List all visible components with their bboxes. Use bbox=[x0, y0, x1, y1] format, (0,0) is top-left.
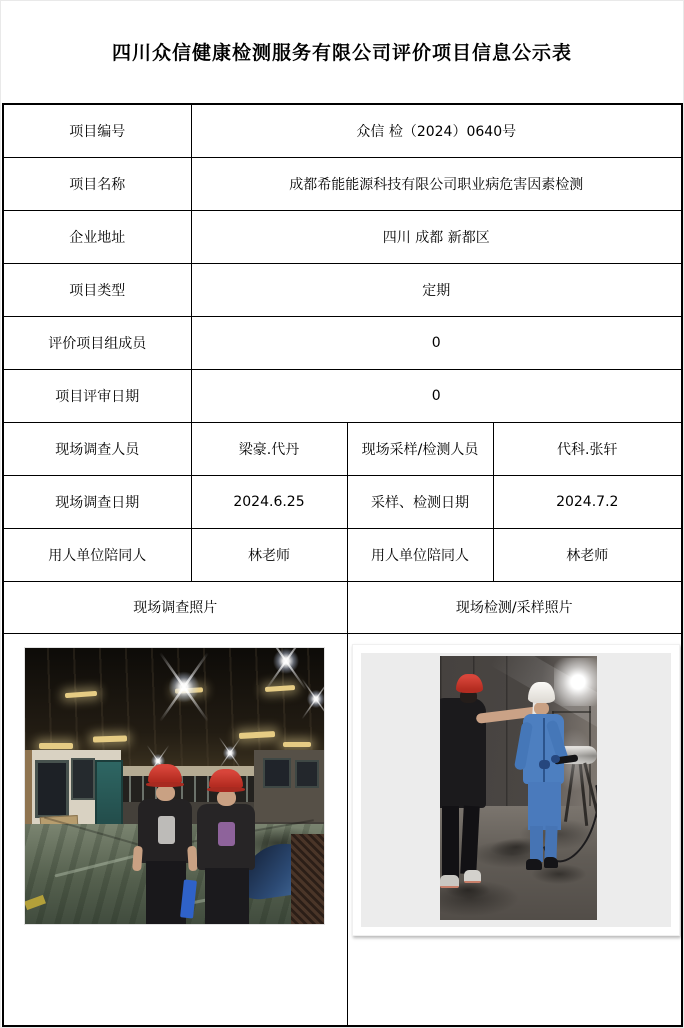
row-value: 四川 成都 新都区 bbox=[191, 210, 682, 263]
sampling-photo-cell bbox=[347, 633, 682, 1026]
project-info-table bbox=[2, 103, 683, 1027]
window bbox=[71, 758, 95, 800]
table-row bbox=[3, 422, 682, 475]
row-label: 用人单位陪同人 bbox=[3, 528, 191, 581]
work-light bbox=[554, 658, 597, 706]
observer-shoe bbox=[464, 870, 481, 883]
photo-matte bbox=[361, 653, 671, 927]
surveyor-2-pants bbox=[205, 868, 249, 924]
surveyor-1-face bbox=[156, 785, 175, 801]
table-row bbox=[3, 157, 682, 210]
worker-boot bbox=[526, 859, 542, 870]
row-value: 2024.7.2 bbox=[493, 475, 682, 528]
row-value: 2024.6.25 bbox=[191, 475, 347, 528]
survey-photo-cell bbox=[3, 633, 347, 1026]
row-label: 项目编号 bbox=[3, 104, 191, 157]
light-flare bbox=[273, 648, 299, 674]
worker-glove bbox=[551, 755, 560, 763]
window bbox=[35, 760, 69, 818]
worker-pants bbox=[528, 782, 561, 830]
row-label: 现场调查日期 bbox=[3, 475, 191, 528]
light-flare bbox=[223, 745, 237, 759]
worker-face bbox=[534, 702, 549, 715]
surveyor-2-hardhat-brim bbox=[207, 787, 245, 792]
surveyor-1-arm bbox=[132, 845, 143, 871]
photo-row bbox=[3, 633, 682, 1026]
ceiling-light bbox=[239, 731, 275, 739]
row-value: 众信 检（2024）0640号 bbox=[191, 104, 682, 157]
worker-leg bbox=[530, 826, 543, 862]
row-label: 评价项目组成员 bbox=[3, 316, 191, 369]
woven-basket bbox=[291, 834, 324, 924]
row-label: 现场调查人员 bbox=[3, 422, 191, 475]
coverall-zipper bbox=[543, 718, 545, 782]
row-label: 项目类型 bbox=[3, 263, 191, 316]
table-row bbox=[3, 263, 682, 316]
row-label: 采样、检测日期 bbox=[347, 475, 493, 528]
observer-leg bbox=[460, 805, 480, 874]
row-value: 定期 bbox=[191, 263, 682, 316]
row-value: 林老师 bbox=[493, 528, 682, 581]
row-label: 项目评审日期 bbox=[3, 369, 191, 422]
frame-rod bbox=[552, 711, 591, 713]
sampling-photo-frame bbox=[352, 644, 680, 936]
table-row bbox=[3, 475, 682, 528]
worker-glove bbox=[539, 760, 550, 769]
sampling-photo bbox=[440, 656, 597, 920]
ceiling-light bbox=[39, 743, 73, 749]
table-row bbox=[3, 528, 682, 581]
table-row bbox=[3, 210, 682, 263]
ceiling-light bbox=[93, 735, 127, 742]
row-label: 现场采样/检测人员 bbox=[347, 422, 493, 475]
observer-hardhat bbox=[456, 674, 483, 693]
photo-header-row bbox=[3, 581, 682, 633]
light-flare bbox=[168, 671, 199, 702]
survey-photo bbox=[24, 647, 325, 925]
observer-leg bbox=[442, 806, 459, 878]
observer-shoe bbox=[440, 875, 459, 888]
surveyor-1-hardhat-brim bbox=[146, 782, 184, 787]
worker-hardhat bbox=[528, 682, 555, 703]
row-value: 梁豪.代丹 bbox=[191, 422, 347, 475]
row-value: 代科.张轩 bbox=[493, 422, 682, 475]
row-value: 0 bbox=[191, 369, 682, 422]
photo-header-left: 现场调查照片 bbox=[3, 581, 347, 633]
table-row bbox=[3, 369, 682, 422]
row-value: 0 bbox=[191, 316, 682, 369]
photo-header-right: 现场检测/采样照片 bbox=[347, 581, 682, 633]
surveyor-2-face bbox=[217, 790, 236, 806]
surveyor-1-shirt-print bbox=[158, 816, 175, 844]
table-row bbox=[3, 104, 682, 157]
page-title: 四川众信健康检测服务有限公司评价项目信息公示表 bbox=[111, 42, 572, 64]
light-flare bbox=[307, 689, 325, 707]
row-label: 用人单位陪同人 bbox=[347, 528, 493, 581]
row-label: 企业地址 bbox=[3, 210, 191, 263]
worker-boot bbox=[544, 857, 558, 868]
ceiling-light bbox=[283, 742, 311, 747]
surveyor-2-shirt-print bbox=[218, 822, 235, 846]
table-row bbox=[3, 316, 682, 369]
row-label: 项目名称 bbox=[3, 157, 191, 210]
row-value: 成都希能能源科技有限公司职业病危害因素检测 bbox=[191, 157, 682, 210]
row-value: 林老师 bbox=[191, 528, 347, 581]
